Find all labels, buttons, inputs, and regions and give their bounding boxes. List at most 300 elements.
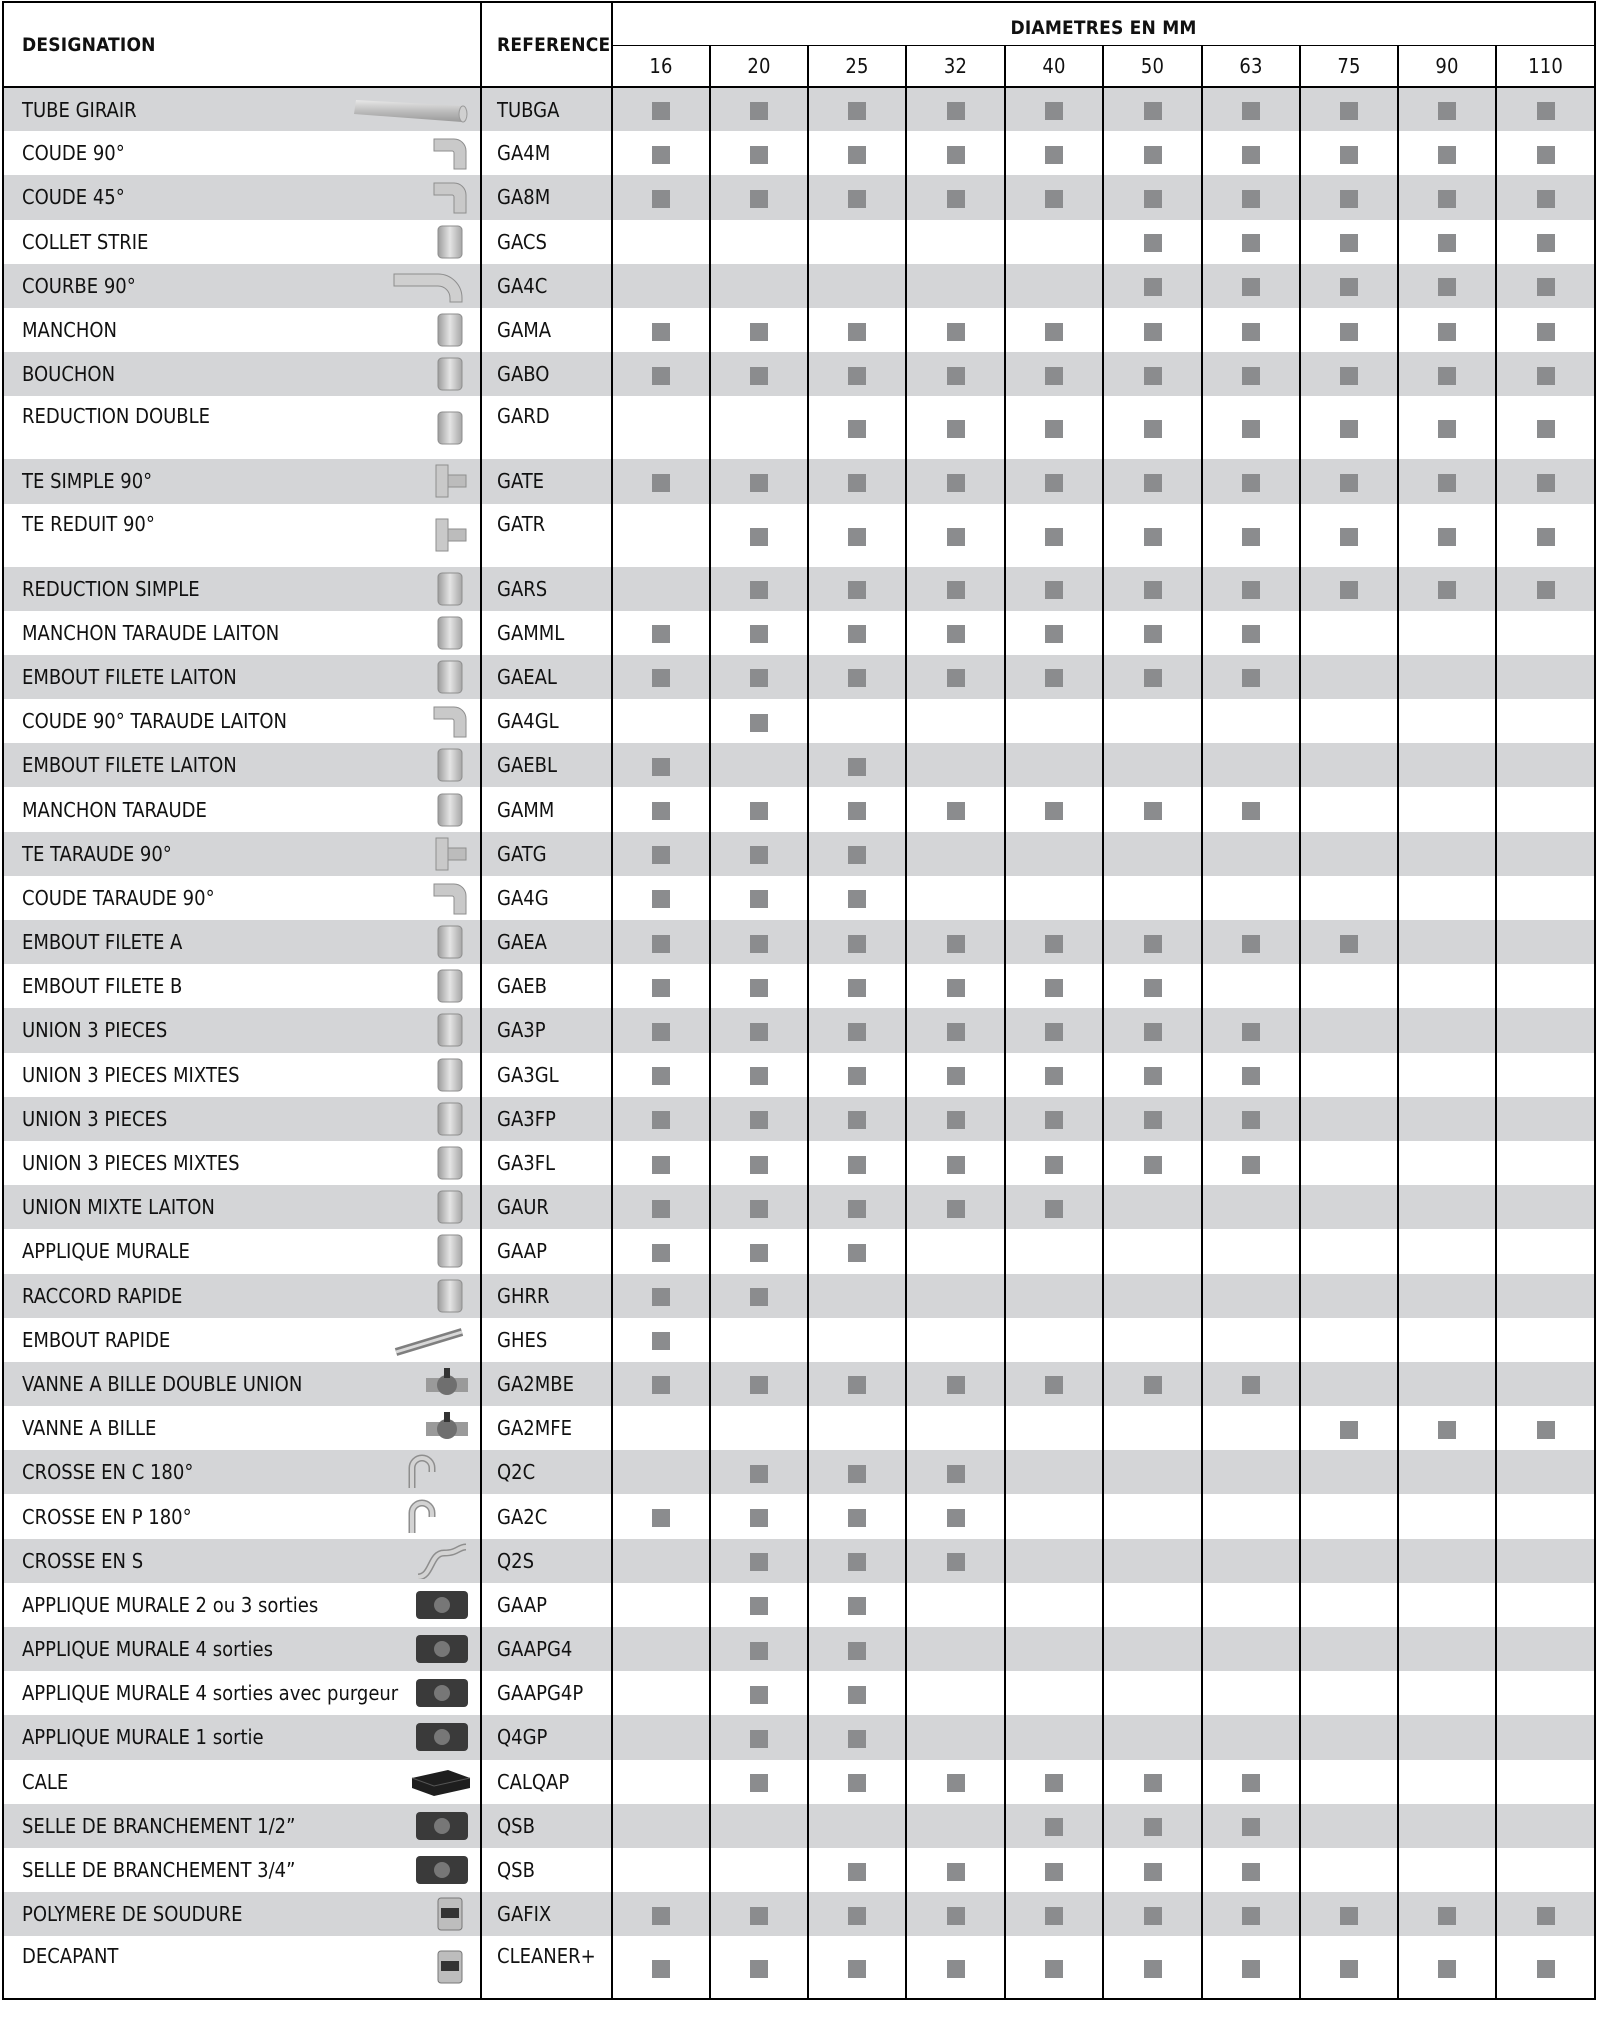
table-row xyxy=(3,964,1595,1008)
availability-cell-110 xyxy=(1496,1185,1595,1229)
availability-cell-32 xyxy=(906,1804,1005,1848)
availability-cell-16 xyxy=(612,567,710,611)
availability-cell-16 xyxy=(612,1406,710,1450)
availability-cell-50 xyxy=(1103,1494,1202,1538)
availability-cell-63 xyxy=(1202,1583,1300,1627)
available-mark xyxy=(1340,190,1358,208)
availability-cell-75 xyxy=(1300,1715,1398,1759)
available-mark xyxy=(652,323,670,341)
availability-cell-90 xyxy=(1398,1627,1496,1671)
designation-label: COLLET STRIE xyxy=(22,229,149,254)
reference-cell: GARD xyxy=(481,396,612,459)
availability-cell-16 xyxy=(612,1671,710,1715)
reference-cell: GATR xyxy=(481,504,612,567)
available-mark xyxy=(947,528,965,546)
available-mark xyxy=(848,1907,866,1925)
availability-cell-90 xyxy=(1398,396,1496,459)
availability-cell-16 xyxy=(612,396,710,459)
availability-cell-16 xyxy=(612,175,710,219)
availability-cell-110 xyxy=(1496,1583,1595,1627)
available-mark xyxy=(652,1288,670,1306)
wall-manifold-drain-icon xyxy=(412,1675,472,1711)
reference-cell: GA2MFE xyxy=(481,1406,612,1450)
availability-cell-16 xyxy=(612,1362,710,1406)
availability-cell-32 xyxy=(906,920,1005,964)
threaded-coupling-icon xyxy=(428,792,472,828)
availability-cell-32 xyxy=(906,1008,1005,1052)
available-mark xyxy=(848,1465,866,1483)
availability-cell-50 xyxy=(1103,1539,1202,1583)
availability-cell-75 xyxy=(1300,1185,1398,1229)
availability-cell-40 xyxy=(1005,1539,1103,1583)
availability-cell-25 xyxy=(808,1494,906,1538)
available-mark xyxy=(652,146,670,164)
available-mark xyxy=(1537,278,1555,296)
available-mark xyxy=(750,669,768,687)
available-mark xyxy=(652,758,670,776)
quick-plug-icon xyxy=(392,1322,472,1358)
availability-cell-63 xyxy=(1202,1936,1300,1999)
availability-cell-25 xyxy=(808,1804,906,1848)
availability-cell-25 xyxy=(808,504,906,567)
available-mark xyxy=(750,1067,768,1085)
available-mark xyxy=(750,102,768,120)
availability-cell-110 xyxy=(1496,964,1595,1008)
reference-cell: GA3P xyxy=(481,1008,612,1052)
brass-union-icon xyxy=(428,1189,472,1225)
availability-cell-20 xyxy=(710,1848,808,1892)
availability-cell-90 xyxy=(1398,1583,1496,1627)
designation-cell xyxy=(3,1848,481,1892)
availability-cell-50 xyxy=(1103,920,1202,964)
availability-cell-32 xyxy=(906,504,1005,567)
reference-cell: GA2C xyxy=(481,1494,612,1538)
availability-cell-50 xyxy=(1103,220,1202,264)
reference-cell: TUBGA xyxy=(481,87,612,131)
availability-cell-25 xyxy=(808,1450,906,1494)
available-mark xyxy=(652,846,670,864)
designation-label: DECAPANT xyxy=(22,1944,119,1969)
reference-cell: GA3FL xyxy=(481,1141,612,1185)
available-mark xyxy=(1144,669,1162,687)
availability-cell-25 xyxy=(808,459,906,503)
reference-cell: QSB xyxy=(481,1848,612,1892)
availability-cell-50 xyxy=(1103,1141,1202,1185)
availability-cell-110 xyxy=(1496,1539,1595,1583)
table-row xyxy=(3,1450,1595,1494)
available-mark xyxy=(652,102,670,120)
available-mark xyxy=(750,1288,768,1306)
availability-cell-63 xyxy=(1202,459,1300,503)
availability-cell-20 xyxy=(710,131,808,175)
availability-cell-110 xyxy=(1496,175,1595,219)
reference-cell: GHES xyxy=(481,1318,612,1362)
availability-cell-90 xyxy=(1398,699,1496,743)
cleaner-can-icon xyxy=(428,1949,472,1985)
table-row xyxy=(3,1008,1595,1052)
designation-cell xyxy=(3,1318,481,1362)
tube-icon xyxy=(352,92,472,128)
availability-cell-75 xyxy=(1300,964,1398,1008)
wall-manifold-4-icon xyxy=(412,1631,472,1667)
availability-cell-110 xyxy=(1496,743,1595,787)
available-mark xyxy=(1340,528,1358,546)
table-row xyxy=(3,131,1595,175)
availability-cell-25 xyxy=(808,1141,906,1185)
availability-cell-40 xyxy=(1005,1936,1103,1999)
available-mark xyxy=(652,1332,670,1350)
availability-cell-40 xyxy=(1005,1274,1103,1318)
available-mark xyxy=(750,1774,768,1792)
designation-cell xyxy=(3,1141,481,1185)
availability-cell-32 xyxy=(906,1583,1005,1627)
availability-cell-110 xyxy=(1496,396,1595,459)
availability-cell-25 xyxy=(808,1583,906,1627)
available-mark xyxy=(848,1023,866,1041)
size-header-110: 110 xyxy=(1496,46,1595,88)
available-mark xyxy=(1144,979,1162,997)
available-mark xyxy=(1438,1907,1456,1925)
available-mark xyxy=(848,1111,866,1129)
availability-cell-40 xyxy=(1005,1804,1103,1848)
availability-cell-16 xyxy=(612,876,710,920)
availability-cell-25 xyxy=(808,832,906,876)
available-mark xyxy=(947,581,965,599)
reference-cell: GAEAL xyxy=(481,655,612,699)
availability-cell-110 xyxy=(1496,1318,1595,1362)
availability-cell-25 xyxy=(808,1274,906,1318)
availability-cell-20 xyxy=(710,1097,808,1141)
available-mark xyxy=(1242,278,1260,296)
available-mark xyxy=(750,1156,768,1174)
availability-cell-20 xyxy=(710,308,808,352)
availability-cell-32 xyxy=(906,1494,1005,1538)
availability-cell-50 xyxy=(1103,1362,1202,1406)
designation-label: COUDE TARAUDE 90° xyxy=(22,885,215,910)
coupling-icon xyxy=(428,312,472,348)
availability-cell-63 xyxy=(1202,1450,1300,1494)
designation-label: APPLIQUE MURALE 4 sorties avec purgeur xyxy=(22,1681,399,1706)
available-mark xyxy=(1537,581,1555,599)
reference-cell: Q4GP xyxy=(481,1715,612,1759)
availability-cell-90 xyxy=(1398,876,1496,920)
available-mark xyxy=(848,890,866,908)
available-mark xyxy=(1045,1376,1063,1394)
availability-cell-32 xyxy=(906,1760,1005,1804)
designation-label: TE TARAUDE 90° xyxy=(22,841,172,866)
availability-cell-110 xyxy=(1496,1627,1595,1671)
available-mark xyxy=(1438,474,1456,492)
table-row xyxy=(3,459,1595,503)
available-mark xyxy=(1537,367,1555,385)
s-bend-icon xyxy=(412,1543,472,1579)
available-mark xyxy=(1242,1111,1260,1129)
available-mark xyxy=(947,1465,965,1483)
availability-cell-75 xyxy=(1300,1848,1398,1892)
available-mark xyxy=(947,802,965,820)
availability-cell-32 xyxy=(906,1406,1005,1450)
availability-cell-40 xyxy=(1005,1892,1103,1936)
available-mark xyxy=(1438,367,1456,385)
availability-cell-50 xyxy=(1103,964,1202,1008)
availability-cell-16 xyxy=(612,1583,710,1627)
availability-cell-16 xyxy=(612,504,710,567)
availability-cell-75 xyxy=(1300,1494,1398,1538)
available-mark xyxy=(1045,1111,1063,1129)
available-mark xyxy=(750,714,768,732)
availability-cell-20 xyxy=(710,175,808,219)
availability-cell-75 xyxy=(1300,611,1398,655)
availability-cell-40 xyxy=(1005,920,1103,964)
available-mark xyxy=(1144,1111,1162,1129)
availability-cell-90 xyxy=(1398,1804,1496,1848)
availability-cell-40 xyxy=(1005,1318,1103,1362)
available-mark xyxy=(1340,1421,1358,1439)
availability-cell-25 xyxy=(808,964,906,1008)
available-mark xyxy=(947,474,965,492)
availability-cell-32 xyxy=(906,611,1005,655)
reference-cell: CALQAP xyxy=(481,1760,612,1804)
availability-cell-50 xyxy=(1103,396,1202,459)
available-mark xyxy=(947,367,965,385)
availability-cell-75 xyxy=(1300,699,1398,743)
availability-cell-25 xyxy=(808,1848,906,1892)
availability-cell-110 xyxy=(1496,1760,1595,1804)
available-mark xyxy=(750,528,768,546)
available-mark xyxy=(1045,1863,1063,1881)
availability-cell-50 xyxy=(1103,1804,1202,1848)
availability-cell-25 xyxy=(808,1362,906,1406)
availability-cell-16 xyxy=(612,1804,710,1848)
available-mark xyxy=(1045,146,1063,164)
available-mark xyxy=(1242,1960,1260,1978)
available-mark xyxy=(1144,102,1162,120)
availability-cell-110 xyxy=(1496,1892,1595,1936)
available-mark xyxy=(1537,323,1555,341)
available-mark xyxy=(1242,802,1260,820)
availability-cell-16 xyxy=(612,743,710,787)
available-mark xyxy=(848,1156,866,1174)
available-mark xyxy=(947,1156,965,1174)
availability-cell-40 xyxy=(1005,396,1103,459)
availability-cell-25 xyxy=(808,1671,906,1715)
availability-cell-20 xyxy=(710,1008,808,1052)
designation-cell xyxy=(3,1185,481,1229)
available-mark xyxy=(1242,1818,1260,1836)
table-row xyxy=(3,308,1595,352)
availability-cell-25 xyxy=(808,1229,906,1273)
reference-cell: GHRR xyxy=(481,1274,612,1318)
table-row xyxy=(3,876,1595,920)
available-mark xyxy=(1242,146,1260,164)
availability-cell-25 xyxy=(808,1053,906,1097)
designation-cell xyxy=(3,1362,481,1406)
available-mark xyxy=(1144,528,1162,546)
designation-cell xyxy=(3,567,481,611)
availability-cell-50 xyxy=(1103,1715,1202,1759)
designation-cell xyxy=(3,220,481,264)
table-row xyxy=(3,1097,1595,1141)
availability-cell-50 xyxy=(1103,352,1202,396)
availability-cell-32 xyxy=(906,964,1005,1008)
available-mark xyxy=(1144,420,1162,438)
available-mark xyxy=(1340,102,1358,120)
availability-cell-25 xyxy=(808,1097,906,1141)
designation-cell xyxy=(3,396,481,459)
availability-cell-40 xyxy=(1005,1671,1103,1715)
availability-cell-40 xyxy=(1005,1362,1103,1406)
availability-cell-110 xyxy=(1496,131,1595,175)
table-row xyxy=(3,1185,1595,1229)
available-mark xyxy=(1045,323,1063,341)
availability-cell-110 xyxy=(1496,87,1595,131)
available-mark xyxy=(750,323,768,341)
available-mark xyxy=(1045,1774,1063,1792)
availability-cell-50 xyxy=(1103,1936,1202,1999)
availability-cell-20 xyxy=(710,87,808,131)
designation-cell xyxy=(3,920,481,964)
availability-cell-110 xyxy=(1496,504,1595,567)
availability-cell-75 xyxy=(1300,264,1398,308)
available-mark xyxy=(1537,1907,1555,1925)
designation-cell xyxy=(3,1406,481,1450)
availability-cell-20 xyxy=(710,396,808,459)
available-mark xyxy=(1144,367,1162,385)
availability-cell-32 xyxy=(906,87,1005,131)
designation-cell xyxy=(3,1229,481,1273)
available-mark xyxy=(947,190,965,208)
available-mark xyxy=(652,1907,670,1925)
designation-label: TE REDUIT 90° xyxy=(22,511,155,536)
availability-cell-75 xyxy=(1300,87,1398,131)
availability-cell-16 xyxy=(612,1141,710,1185)
availability-cell-20 xyxy=(710,264,808,308)
availability-cell-75 xyxy=(1300,1053,1398,1097)
availability-cell-40 xyxy=(1005,504,1103,567)
available-mark xyxy=(1045,979,1063,997)
union-icon xyxy=(428,1012,472,1048)
available-mark xyxy=(848,935,866,953)
availability-cell-63 xyxy=(1202,308,1300,352)
table-row xyxy=(3,1627,1595,1671)
available-mark xyxy=(1144,1774,1162,1792)
availability-cell-75 xyxy=(1300,1583,1398,1627)
available-mark xyxy=(1242,1863,1260,1881)
availability-cell-110 xyxy=(1496,1671,1595,1715)
reference-cell: GAMM xyxy=(481,787,612,831)
availability-cell-110 xyxy=(1496,876,1595,920)
table-row xyxy=(3,264,1595,308)
availability-cell-25 xyxy=(808,1936,906,1999)
availability-cell-90 xyxy=(1398,1848,1496,1892)
availability-cell-90 xyxy=(1398,1936,1496,1999)
available-mark xyxy=(1144,935,1162,953)
designation-cell xyxy=(3,655,481,699)
available-mark xyxy=(1144,323,1162,341)
availability-cell-50 xyxy=(1103,1450,1202,1494)
availability-cell-40 xyxy=(1005,611,1103,655)
availability-cell-32 xyxy=(906,1097,1005,1141)
available-mark xyxy=(947,1774,965,1792)
designation-label: TE SIMPLE 90° xyxy=(22,469,153,494)
available-mark xyxy=(1144,474,1162,492)
availability-cell-20 xyxy=(710,1406,808,1450)
available-mark xyxy=(1438,1421,1456,1439)
availability-cell-32 xyxy=(906,876,1005,920)
available-mark xyxy=(652,1067,670,1085)
availability-cell-75 xyxy=(1300,1229,1398,1273)
availability-cell-20 xyxy=(710,876,808,920)
table-row xyxy=(3,175,1595,219)
table-row xyxy=(3,1804,1595,1848)
availability-cell-63 xyxy=(1202,1274,1300,1318)
availability-cell-16 xyxy=(612,611,710,655)
available-mark xyxy=(1242,190,1260,208)
availability-cell-63 xyxy=(1202,920,1300,964)
availability-cell-63 xyxy=(1202,504,1300,567)
available-mark xyxy=(652,367,670,385)
designation-label: UNION MIXTE LAITON xyxy=(22,1195,215,1220)
availability-cell-110 xyxy=(1496,1362,1595,1406)
availability-cell-25 xyxy=(808,699,906,743)
column-header-diameters: DIAMETRES EN MM xyxy=(612,2,1595,46)
available-mark xyxy=(1438,146,1456,164)
availability-cell-40 xyxy=(1005,131,1103,175)
availability-cell-40 xyxy=(1005,264,1103,308)
availability-cell-40 xyxy=(1005,1627,1103,1671)
availability-cell-32 xyxy=(906,832,1005,876)
availability-cell-90 xyxy=(1398,1053,1496,1097)
available-mark xyxy=(1242,1907,1260,1925)
available-mark xyxy=(848,190,866,208)
designation-label: EMBOUT FILETE B xyxy=(22,974,183,999)
available-mark xyxy=(1340,1907,1358,1925)
reference-cell: GAAP xyxy=(481,1583,612,1627)
availability-cell-63 xyxy=(1202,832,1300,876)
available-mark xyxy=(750,1907,768,1925)
availability-cell-50 xyxy=(1103,459,1202,503)
availability-cell-90 xyxy=(1398,655,1496,699)
availability-cell-32 xyxy=(906,699,1005,743)
brass-threaded-coupling-icon xyxy=(428,615,472,651)
available-mark xyxy=(848,1200,866,1218)
designation-label: SELLE DE BRANCHEMENT 1/2” xyxy=(22,1813,296,1838)
availability-cell-50 xyxy=(1103,743,1202,787)
availability-cell-63 xyxy=(1202,655,1300,699)
availability-cell-63 xyxy=(1202,352,1300,396)
availability-cell-75 xyxy=(1300,1274,1398,1318)
availability-cell-20 xyxy=(710,964,808,1008)
availability-cell-110 xyxy=(1496,920,1595,964)
available-mark xyxy=(652,1111,670,1129)
designation-label: REDUCTION DOUBLE xyxy=(22,404,211,429)
availability-cell-20 xyxy=(710,1539,808,1583)
availability-cell-75 xyxy=(1300,1804,1398,1848)
availability-cell-20 xyxy=(710,504,808,567)
availability-cell-90 xyxy=(1398,567,1496,611)
availability-cell-40 xyxy=(1005,1141,1103,1185)
available-mark xyxy=(848,1774,866,1792)
availability-cell-25 xyxy=(808,264,906,308)
availability-cell-50 xyxy=(1103,1274,1202,1318)
availability-cell-63 xyxy=(1202,396,1300,459)
available-mark xyxy=(1242,528,1260,546)
availability-cell-16 xyxy=(612,1008,710,1052)
availability-cell-50 xyxy=(1103,1053,1202,1097)
availability-cell-50 xyxy=(1103,131,1202,175)
availability-cell-25 xyxy=(808,1008,906,1052)
available-mark xyxy=(1537,1960,1555,1978)
